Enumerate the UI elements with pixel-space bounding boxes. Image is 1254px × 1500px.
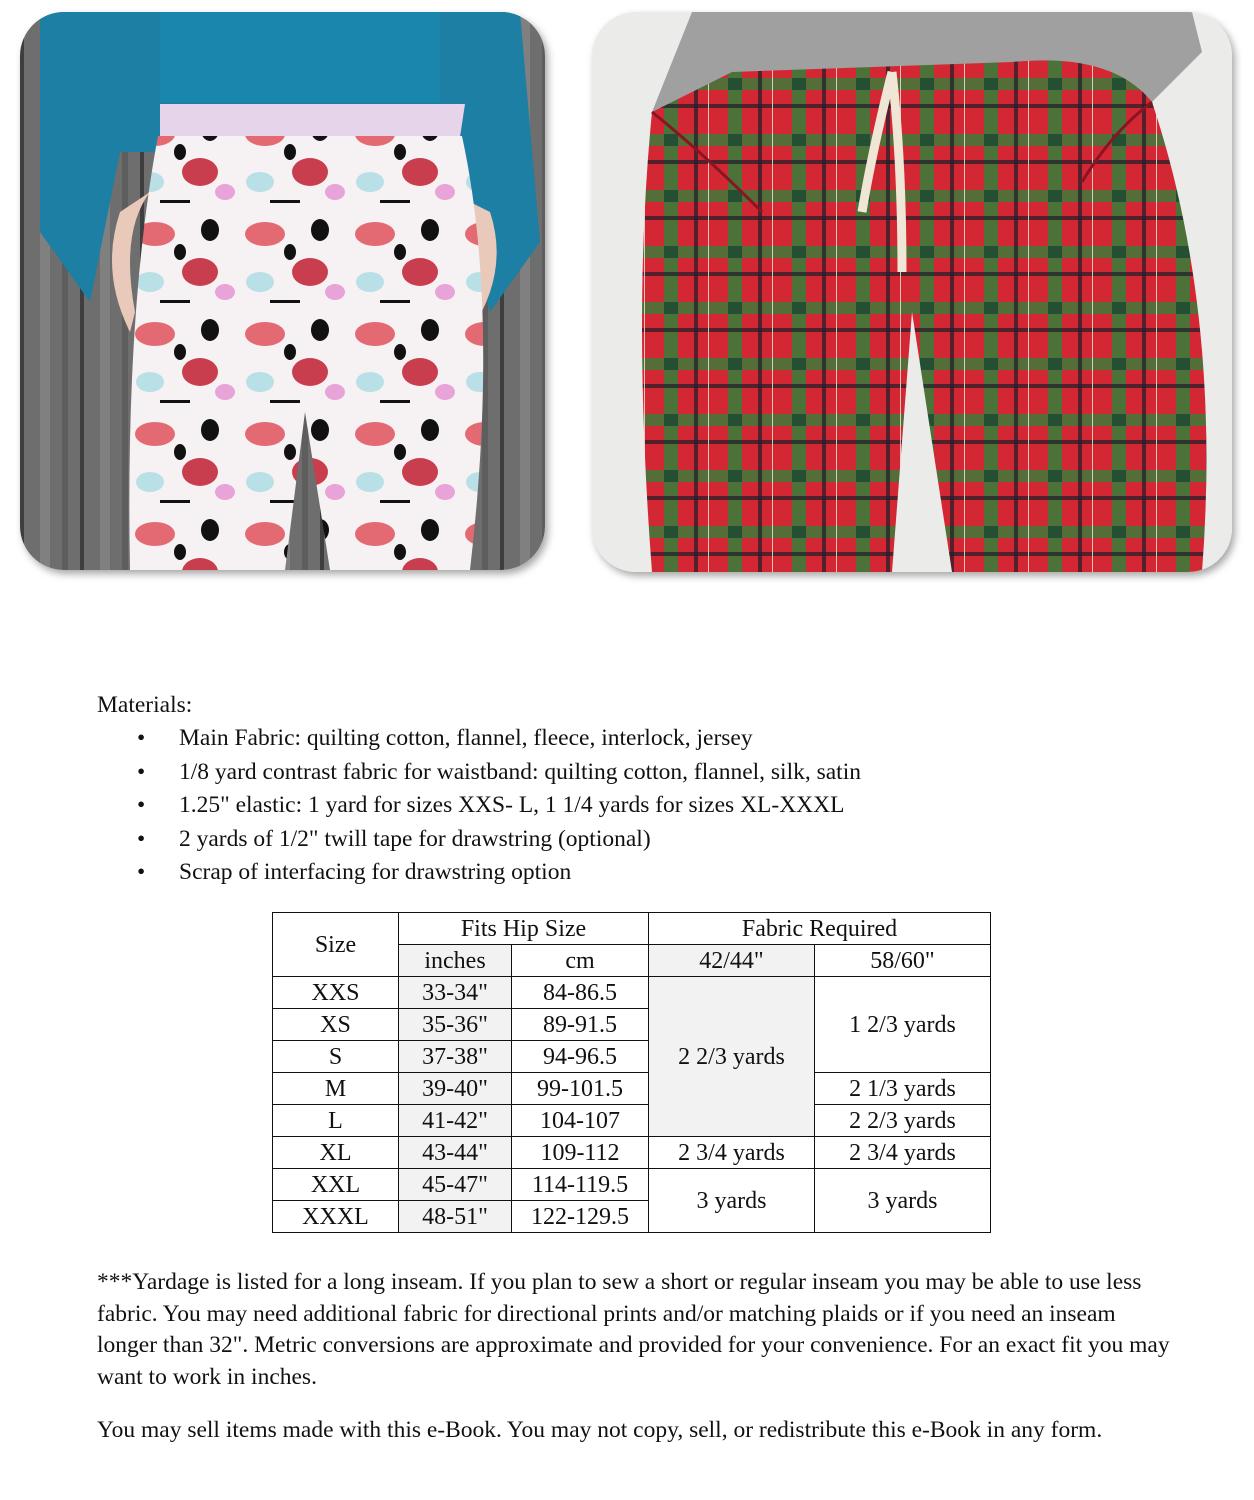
fabric-58-cell: 2 1/3 yards — [815, 1073, 991, 1105]
bullet-icon: • — [137, 725, 146, 751]
inches-cell: 43-44" — [399, 1137, 512, 1169]
inches-header: inches — [399, 945, 512, 977]
fabric-42-cell: 2 2/3 yards — [649, 977, 815, 1137]
fabric-42-cell: 2 3/4 yards — [649, 1137, 815, 1169]
list-item-text: Scrap of interfacing for drawstring option — [179, 859, 572, 885]
bullet-icon: • — [137, 792, 146, 818]
materials-list — [97, 722, 861, 890]
list-item-text: 2 yards of 1/2" twill tape for drawstring (optional) — [179, 825, 651, 852]
size-cell: XL — [273, 1137, 399, 1169]
inches-cell: 45-47" — [399, 1169, 512, 1201]
size-header: Size — [273, 913, 399, 977]
size-cell: XXXL — [273, 1201, 399, 1233]
hip-size-header: Fits Hip Size — [399, 913, 649, 945]
license-note: You may sell items made with this e-Book. You may not copy, sell, or redistribute this e-Book in any form. — [97, 1417, 1103, 1443]
list-item-text: 1/8 yard contrast fabric for waistband: quilting cotton, flannel, silk, satin — [179, 758, 861, 785]
cm-cell: 89-91.5 — [512, 1009, 649, 1041]
table-row — [273, 1105, 991, 1137]
list-item-text: 1.25" elastic: 1 yard for sizes XXS- L, 1 1/4 yards for sizes XL-XXXL — [179, 792, 845, 818]
size-cell: XXL — [273, 1169, 399, 1201]
cm-cell: 99-101.5 — [512, 1073, 649, 1105]
inches-cell: 48-51" — [399, 1201, 512, 1233]
bullet-icon: • — [137, 825, 146, 852]
list-item — [97, 756, 861, 790]
fabric-42-cell: 3 yards — [649, 1169, 815, 1233]
size-cell: XS — [273, 1009, 399, 1041]
width-42-header: 42/44" — [649, 945, 815, 977]
fabric-58-cell: 2 2/3 yards — [815, 1105, 991, 1137]
bullet-icon: • — [137, 859, 146, 885]
cm-cell: 109-112 — [512, 1137, 649, 1169]
size-cell: L — [273, 1105, 399, 1137]
list-item-text: Main Fabric: quilting cotton, flannel, fleece, interlock, jersey — [179, 725, 753, 751]
table-row — [273, 1137, 991, 1169]
size-cell: S — [273, 1041, 399, 1073]
size-cell: XXS — [273, 977, 399, 1009]
fabric-58-cell: 3 yards — [815, 1169, 991, 1233]
list-item — [97, 789, 861, 823]
table-row — [273, 1169, 991, 1201]
cm-cell: 104-107 — [512, 1105, 649, 1137]
list-item — [97, 823, 861, 857]
cm-cell: 94-96.5 — [512, 1041, 649, 1073]
materials-heading: Materials: — [97, 692, 193, 718]
cm-cell: 84-86.5 — [512, 977, 649, 1009]
inches-cell: 39-40" — [399, 1073, 512, 1105]
fabric-58-cell: 1 2/3 yards — [815, 977, 991, 1073]
cm-cell: 122-129.5 — [512, 1201, 649, 1233]
table-row — [273, 977, 991, 1009]
cm-cell: 114-119.5 — [512, 1169, 649, 1201]
width-58-header: 58/60" — [815, 945, 991, 977]
cm-header: cm — [512, 945, 649, 977]
fabric-58-cell: 2 3/4 yards — [815, 1137, 991, 1169]
farm-print-pants-photo — [20, 12, 545, 570]
fabric-required-header: Fabric Required — [649, 913, 991, 945]
list-item — [97, 856, 861, 890]
table-row — [273, 1073, 991, 1105]
inches-cell: 33-34" — [399, 977, 512, 1009]
inches-cell: 37-38" — [399, 1041, 512, 1073]
yardage-note: ***Yardage is listed for a long inseam. If you plan to sew a short or regular inseam you may be able to use less fabric. You may need additional fabric for directional prints and/or matching plaids or if you need an inseam longer than 32". Metric conversions are approximate and provided for your convenience. For an exact fit you may want to work in inches. — [97, 1269, 1170, 1390]
inches-cell: 35-36" — [399, 1009, 512, 1041]
list-item — [97, 722, 861, 756]
size-chart-table — [272, 912, 991, 1233]
size-cell: M — [273, 1073, 399, 1105]
bullet-icon: • — [137, 758, 146, 785]
plaid-pants-photo — [592, 12, 1232, 572]
inches-cell: 41-42" — [399, 1105, 512, 1137]
